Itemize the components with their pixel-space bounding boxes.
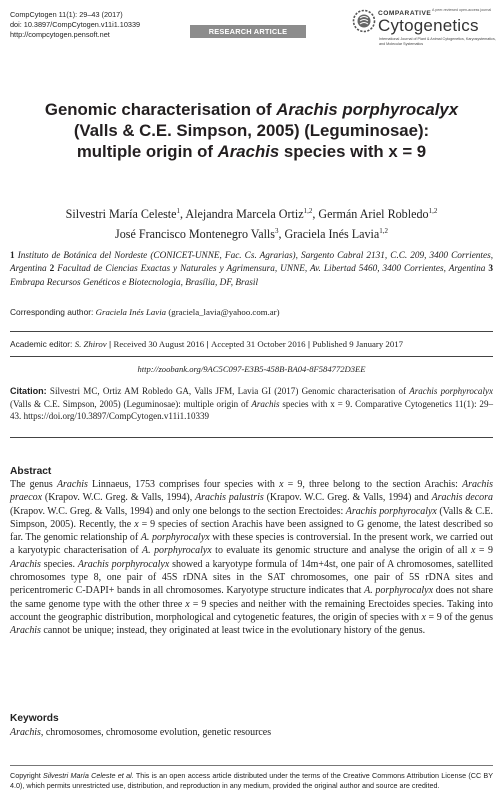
doi-text[interactable]: doi: 10.3897/CompCytogen.v11i1.10339 (10, 20, 141, 29)
affiliations: 1 Instituto de Botánica del Nordeste (CONICET-UNNE, Fac. Cs. Agrarias), Sargento Cabral 2131, C.C. 209, 3400 Corrientes, Argentina 2 Facultad de Ciencias Exactas y Naturales y Agrimensura, UNNE, Av. Libertad 5460, 3400 Corrientes, Argentina 3 Embrapa Recursos Genéticos e Biotecnologia, Brasília, DF, Brasil (10, 251, 494, 288)
citation-label: Citation: (10, 386, 47, 396)
received-date: Received 30 August 2016 (113, 339, 205, 349)
article-title (28, 99, 475, 162)
logo-comparative: COMPARATIVE (378, 10, 432, 17)
keywords-heading: Keywords (10, 713, 59, 724)
journal-header (10, 10, 210, 40)
corresponding-email[interactable]: (graciela_lavia@yahoo.com.ar) (168, 307, 280, 317)
editorial-info-bar: Academic editor: S. Zhirov | Received 30 August 2016 | Accepted 31 October 2016 | Published 9 January 2017 (10, 339, 404, 349)
divider (10, 765, 493, 766)
logo-cytogenetics: Cytogenetics (378, 16, 479, 35)
corresponding-name: Graciela Inés Lavia (95, 307, 167, 317)
author-name: Germán Ariel Robledo (318, 207, 429, 222)
journal-logo (352, 5, 502, 55)
corresponding-author (10, 307, 493, 317)
corresponding-label: Corresponding author: (10, 307, 94, 317)
divider (10, 356, 493, 357)
author-list: Silvestri María Celeste$^1$, Alejandra Marcela Ortiz$^{1,2}$, Germán Ariel Robledo$^{1,2}$ José Francisco Montenegro Valls$^3$, Graciela Inés Lavia$^{1,2}$ (65, 207, 438, 242)
journal-url[interactable]: http://compcytogen.pensoft.net (10, 30, 110, 39)
divider (10, 437, 493, 438)
abstract-text: The genus Arachis Linnaeus, 1753 comprises four species with x = 9, three belong to the section Arachis: Arachis praecox (Krapov. W.C. Greg. & Valls, 1994), Arachis palustris (Krapov. W.C. Greg. & Valls, 1994) and Arachis decora (Krapov. W.C. Greg. & Valls, 1994) and only one belongs to the section Erectoides: Arachis porphyrocalyx (Valls & C.E. Simpson, 2005). Recently, the x = 9 species of section Arachis have been assigned to G genome, the latest described so far. The genomic relationship of A. porphyrocalyx with these species is controversial. In the present work, we carried out a karyotypic characterisation of A. porphyrocalyx to evaluate its genomic structure and analyse the origin of all x = 9 Arachis species. Arachis porphyrocalyx showed a karyotype formula of 14m+4st, one pair of A chromosomes, satellited chromosomes type 8, one pair of 45S rDNA sites in the SAT chromosomes, one pair of 5S rDNA sites and pericentromeric C-DAPI+ bands in all chromosomes. Karyotype structure indicates that A. porphyrocalyx does not share the same genome type with the other three x = 9 species and neither with the remaining Erectoides species. Taking into account the geographic distribution, morphological and cytogenetic features, the origin of species with x = 9 of the genus Arachis cannot be unique; instead, they originated at least twice in the evolutionary history of the genus. (10, 479, 494, 637)
author-name: Silvestri María Celeste (65, 207, 177, 222)
title-line-2: (Valls & C.E. Simpson, 2005) (Leguminosae): (73, 121, 430, 140)
keywords-text: Arachis, chromosomes, chromosome evolution, genetic resources (10, 727, 272, 738)
editor-label: Academic editor: (10, 339, 73, 349)
logo-peer-reviewed: A peer-reviewed open-access journal (432, 8, 492, 12)
abstract-heading: Abstract (10, 466, 52, 477)
divider (10, 331, 493, 332)
zoobank-link[interactable]: http://zoobank.org/9AC5C097-E3B5-458B-BA04-8F584772D3EE (137, 364, 366, 374)
logo-subtitle: International Journal of Plant & Animal Cytogenetics, Karyosystematics, and Molecular Systematics (379, 37, 496, 46)
author-name: Alejandra Marcela Ortiz (185, 207, 304, 222)
article-type-badge: RESEARCH ARTICLE (190, 25, 306, 38)
title-line-1: Genomic characterisation of Arachis porphyrocalyx (44, 100, 459, 119)
citation: Citation: Silvestri MC, Ortiz AM Robledo GA, Valls JFM, Lavia GI (2017) Genomic characterisation of Arachis porphyrocalyx (Valls & C.E. Simpson, 2005) (Leguminosae): multiple origin of Arachis species with x = 9. Comparative Cytogenetics 11(1): 29–43. https://doi.org/10.3897/CompCytogen.v11i1.10339 (10, 386, 493, 421)
author-name: Graciela Inés Lavia (284, 227, 380, 242)
cytogenetics-logo-icon (352, 9, 376, 33)
published-date: Published 9 January 2017 (312, 339, 404, 349)
copyright-notice: Copyright Silvestri María Celeste et al. This is an open access article distributed under the terms of the Creative Commons Attribution License (CC BY 4.0), which permits unrestricted use, distribution, and reproduction in any medium, provided the original author and source are credited. (10, 771, 493, 790)
accepted-date: Accepted 31 October 2016 (210, 339, 306, 349)
title-line-3: multiple origin of Arachis species with x = 9 (76, 142, 427, 161)
editor-name: S. Zhirov (74, 339, 107, 349)
journal-issue: CompCytogen 11(1): 29–43 (2017) (10, 10, 123, 19)
author-name: José Francisco Montenegro Valls (115, 227, 275, 242)
